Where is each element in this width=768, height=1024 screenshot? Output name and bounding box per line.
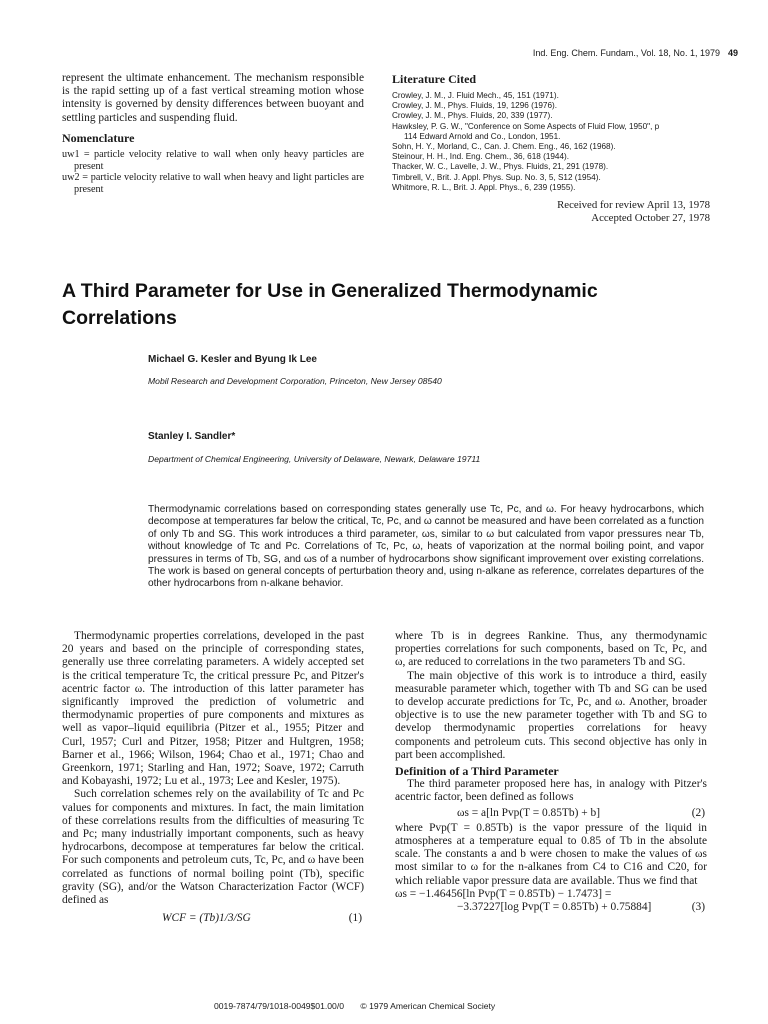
reference-item: Hawksley, P. G. W., "Conference on Some Aspects of Fluid Flow, 1950", p <box>392 121 660 131</box>
reference-item: 114 Edward Arnold and Co., London, 1951. <box>404 131 561 141</box>
equation-3 <box>395 888 707 914</box>
equation-number: (2) <box>691 806 705 819</box>
title-line: A Third Parameter for Use in Generalized Thermodynamic <box>62 280 598 302</box>
copyright: © 1979 American Chemical Society <box>360 1001 496 1011</box>
nomenclature-list <box>62 149 364 195</box>
footer <box>214 1001 495 1011</box>
body-paragraph: where Tb is in degrees Rankine. Thus, any thermodynamic properties correlations for such components, based on Tc, Pc, and ω, are reduced to correlations in the two parameters Tb and SG. <box>395 630 707 669</box>
reference-item: Sohn, H. Y., Morland, C., Can. J. Chem. Eng., 46, 162 (1968). <box>392 142 616 152</box>
prev-article-left <box>62 72 364 195</box>
journal-citation: Ind. Eng. Chem. Fundam., Vol. 18, No. 1, 1979 <box>532 48 720 58</box>
body-left-column <box>62 630 364 927</box>
body-paragraph: Such correlation schemes rely on the availability of Tc and Pc values for components and mixtures. In fact, the main limitation of these correlations results from the difficulties of measuring Tc and Pc; many industrially important components, such as heavy hydrocarbons, decompose at temperatures far below the critical. For such components and petroleum cuts, Tc, Pc, and ω have been correlated as functions of normal boiling point (Tb), specific gravity (SG), and/or the Watson Characterization Factor (WCF) defined as <box>62 788 364 907</box>
reference-item: Steinour, H. H., Ind. Eng. Chem., 36, 618 (1944). <box>392 152 570 162</box>
reference-list <box>392 91 710 193</box>
reference-item: Thacker, W. C., Lavelle, J. W., Phys. Fluids, 21, 291 (1978). <box>392 162 609 172</box>
reference-item: Timbrell, V., Brit. J. Appl. Phys. Sup. No. 3, 5, S12 (1954). <box>392 172 601 182</box>
equation-2 <box>395 807 707 820</box>
body-paragraph: The main objective of this work is to introduce a third, easily measurable parameter which, together with Tb and SG can be used to develop accurate predictions for Tc, Pc, and ω. Another, broader objective is to use the new parameter together with Tb and SG to develop thermodynamic properties correlations for heavy components and petroleum cuts. This second objective has only in part been accomplished. <box>395 669 707 761</box>
reference-item: Crowley, J. M., Phys. Fluids, 19, 1296 (1976). <box>392 101 558 111</box>
reference-item: Crowley, J. M., J. Fluid Mech., 45, 151 (1971). <box>392 91 559 100</box>
body-paragraph: Thermodynamic properties correlations, developed in the past 20 years and based on the principle of corresponding states, generally use three correlating parameters. A widely accepted set is the critical temperature Tc, the critical pressure Pc, and Pitzer's acentric factor ω. The introduction of this latter parameter has significantly improved the prediction of volumetric and thermodynamic properties of pure components and mixtures as well as vapor–liquid equilibria (Pitzer et al., 1955; Pitzer and Curl, 1957; Curl and Pitzer, 1958; Pitzer and Hultgren, 1958; Barner et al., 1966; Wilson, 1964; Chao et al., 1971; Chao and Greenkorn, 1971; Starling and Han, 1972; Soave, 1972; Carruth and Kobayashi, 1972; Lu et al., 1973; Lee and Kesler, 1975). <box>62 630 364 788</box>
equation-number: (1) <box>348 912 362 925</box>
nomenclature-item: uw2 = particle velocity relative to wall when heavy and light particles are present <box>62 172 364 195</box>
body-right-column <box>395 630 707 914</box>
nomenclature-heading: Nomenclature <box>62 130 135 145</box>
equation-line-row <box>395 901 707 914</box>
authors-primary: Michael G. Kesler and Byung Ik Lee <box>148 354 317 365</box>
body-paragraph: The third parameter proposed here has, in analogy with Pitzer's acentric factor, been defined as follows <box>395 778 707 804</box>
equation-line: ωs = −1.46456[ln Pvp(T = 0.85Tb) − 1.7473] = <box>395 887 612 900</box>
article-title <box>62 278 722 332</box>
body-paragraph: where Pvp(T = 0.85Tb) is the vapor pressure of the liquid in atmospheres at a temperature equal to 0.85 of Tb in the absolute scale. The constants a and b were chosen to make the values of ωs most similar to ω for the n-alkanes from C4 to C16 and C20, for which reliable vapor pressure data are available. Thus we find that <box>395 821 707 887</box>
title-line: Correlations <box>62 307 177 329</box>
running-head <box>533 48 738 58</box>
prev-paragraph: represent the ultimate enhancement. The mechanism responsible is the rapid setting up of a fast vertical streaming motion whose intensity is governed by density differences between buoyant and settling particles and suspending fluid. <box>62 72 364 124</box>
authors-secondary: Stanley I. Sandler* <box>148 431 236 442</box>
received-date: Received for review April 13, 1978 <box>557 199 710 212</box>
reference-item: Whitmore, R. L., Brit. J. Appl. Phys., 6, 239 (1955). <box>392 182 576 192</box>
reference-item: Crowley, J. M., Phys. Fluids, 20, 339 (1977). <box>392 111 553 121</box>
equation-text: WCF = (Tb)1/3/SG <box>162 912 251 925</box>
affiliation-secondary: Department of Chemical Engineering, University of Delaware, Newark, Delaware 19711 <box>148 454 481 464</box>
page-number: 49 <box>727 48 738 58</box>
accepted-date: Accepted October 27, 1978 <box>591 211 710 224</box>
section-heading: Definition of a Third Parameter <box>395 764 559 779</box>
prev-article-right <box>392 72 710 224</box>
equation-line: −3.37227[log Pvp(T = 0.85Tb) + 0.75884] <box>457 901 652 914</box>
article-code: 0019-7874/79/1018-0049$01.00/0 <box>214 1001 344 1011</box>
equation-1 <box>62 912 364 925</box>
equation-number: (3) <box>691 901 705 914</box>
nomenclature-item: uw1 = particle velocity relative to wall when only heavy particles are present <box>62 149 364 172</box>
literature-cited-heading: Literature Cited <box>392 72 477 86</box>
equation-text: ωs = a[ln Pvp(T = 0.85Tb) + b] <box>457 806 600 819</box>
abstract: Thermodynamic correlations based on corresponding states generally use Tc, Pc, and ω. For heavy hydrocarbons, which decompose at temperatures far below the critical, Tc, Pc, and ω cannot be measured and have been correlated as a function of only Tb and SG. This work introduces a third parameter, ωs, similar to ω but calculated from vapor pressures near Tb, without knowledge of Tc and Pc. Correlations of Tc, Pc, ω, heats of vaporization at the normal boiling point, and vapor pressures in terms of Tb, SG, and ωs of a number of hydrocarbons show significant improvement over existing correlations. The work is based on general concepts of perturbation theory and, using n-alkane as reference, correlates departures of the other hydrocarbons from n-alkane behavior. <box>148 504 704 590</box>
affiliation-primary: Mobil Research and Development Corporation, Princeton, New Jersey 08540 <box>148 376 442 386</box>
